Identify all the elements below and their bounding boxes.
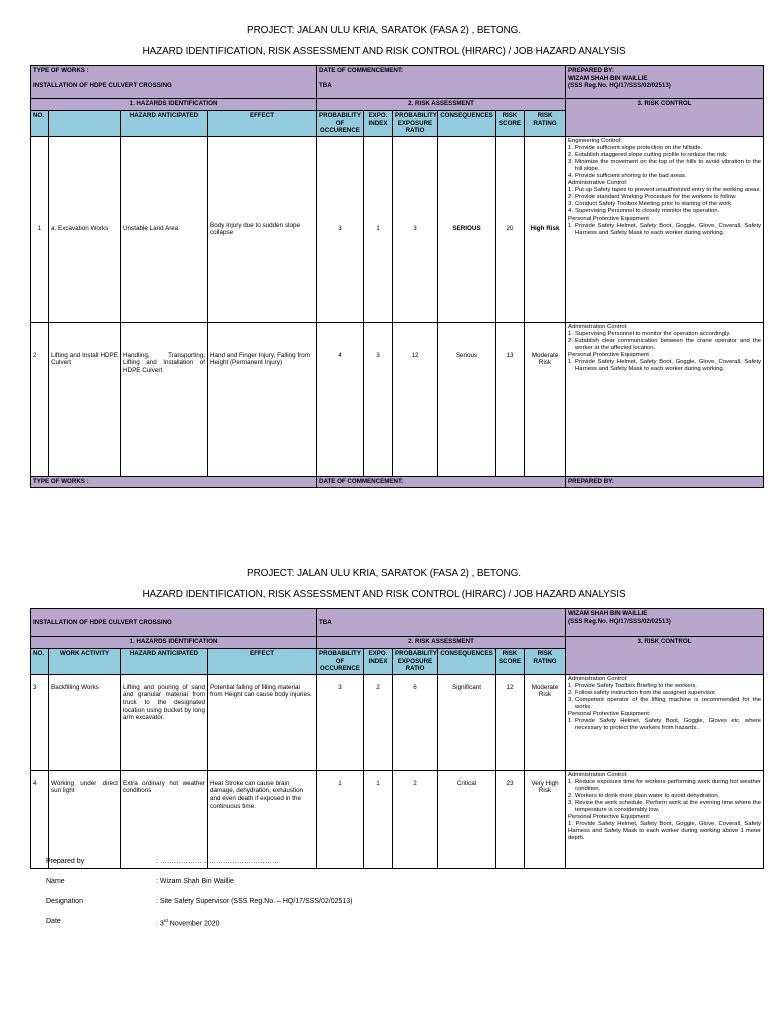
row-probability: 3 (317, 136, 364, 322)
col-effect: EFFECT (208, 649, 317, 675)
col-pe-ratio: PROBABILITY EXPOSURE RATIO (393, 111, 438, 137)
prepared-value: : …………………………………………… (156, 858, 279, 865)
row-no: 1 (31, 136, 49, 322)
control-heading: Personal Protective Equipment (568, 352, 649, 358)
row-control (566, 770, 764, 868)
row-hazard: Lifting and pouring of sand and granular material from truck to the designated location using bucket by long arm excavator. (121, 674, 208, 770)
control-item: 1. Provide Safety Helmet, Safety Boot, Goggle, Glove, Coverall, Safety Harness and Safety Mask to each worker during working. (568, 359, 762, 373)
control-heading: Administration Control: (568, 675, 628, 682)
col-rating: RISK RATING (525, 649, 566, 675)
section-risk: 2. RISK ASSESSMENT (317, 637, 566, 649)
control-paragraph: 1. Provide Safety Helmet, Safety Boot, Goggle, Glove, Coverall, Safety Harness and Safety Mask to each worker during working above 1 meter depth. (568, 821, 761, 842)
row-effect: Hand and Finger Injury, Falling from Height (Permanent Injury) (208, 322, 317, 476)
control-heading: Engineering Control: (568, 137, 622, 144)
col-consequences: CONSEQUENCES (438, 111, 496, 137)
control-item: 1. Provide Safety Helmet, Safety Boot, Goggle, Glove, Coverall, Safety Harness and Safety Mask to each worker during working. (568, 222, 762, 236)
type-of-works-cell (31, 66, 317, 99)
project-title: PROJECT: JALAN ULU KRIA, SARATOK (FASA 2) , BETONG. (247, 24, 521, 36)
row-score: 13 (496, 322, 525, 476)
control-item: 2. Establish clear communication between the crane operator and the worker at the affected location. (568, 337, 762, 351)
control-heading: Personal Protective Equipment (568, 215, 649, 222)
preparer-name: WIZAM SHAH BIN WAILLIE (568, 74, 648, 82)
table-row (31, 770, 764, 868)
preparer-reg: (SSS Reg.No. HQ/17/SSS/02/02513) (568, 617, 671, 625)
control-item: 3. Conduct Safety Toolbox Meeting prior to starting of the work. (568, 201, 733, 208)
table-row (31, 322, 764, 476)
col-no: NO. (31, 111, 49, 137)
row-score: 20 (496, 136, 525, 322)
row-rating: Very High Risk (525, 770, 566, 868)
col-expo: EXPO. INDEX (364, 111, 393, 137)
col-pe-ratio: PROBABILITY EXPOSURE RATIO (393, 649, 438, 675)
row-consequence: Significant (438, 674, 496, 770)
row-activity: Lifting and Install HDPE Culvert (49, 322, 121, 476)
row-activity: Backfilling Works (49, 674, 121, 770)
date-label: DATE OF COMMENCEMENT: (319, 67, 404, 74)
prepared-by-cell (566, 66, 764, 99)
table-row (31, 136, 764, 322)
row-score: 12 (496, 674, 525, 770)
row-pe-ratio: 6 (393, 674, 438, 770)
date-label-bottom: DATE OF COMMENCEMENT: (317, 476, 566, 487)
row-pe-ratio: 3 (393, 136, 438, 322)
row-no: 4 (31, 770, 49, 868)
designation-value: : Site Safety Supervisor (SSS Reg.No. – HQ/17/SSS/02/02513) (156, 898, 353, 905)
row-activity: Working under direct sun light (49, 770, 121, 868)
row-rating: Moderate Risk (525, 322, 566, 476)
control-item: 2. Provide standard Working Procedure for the workers to follow. (568, 194, 737, 201)
date-label-footer: Date (46, 918, 61, 925)
row-expo: 1 (364, 136, 393, 322)
prepared-by-label: PREPARED BY: (568, 67, 614, 74)
row-consequence: Serious (438, 322, 496, 476)
row-consequence: Critical (438, 770, 496, 868)
section-risk: 2. RISK ASSESSMENT (317, 99, 566, 111)
designation-label: Designation (46, 898, 83, 905)
section-control: 3. RISK CONTROL (566, 99, 764, 137)
col-activity-blank (49, 111, 121, 137)
section-hazards: 1. HAZARDS IDENTIFICATION (31, 637, 317, 649)
control-heading: Administrative Control: (568, 180, 628, 187)
preparer-cell-2 (566, 609, 764, 637)
row-expo: 2 (364, 674, 393, 770)
type-of-works-value-2: INSTALLATION OF HDPE CULVERT CROSSING (31, 609, 317, 637)
control-heading: Administration Control: (568, 771, 628, 778)
project-title-2: PROJECT: JALAN ULU KRIA, SARATOK (FASA 2) , BETONG. (247, 567, 521, 579)
name-value: : Wizam Shah Bin Waillie (156, 878, 234, 885)
row-rating: Moderate Risk (525, 674, 566, 770)
control-item: 3. Minimize the movement on the top of the hills to avoid vibration to the hill slope. (568, 158, 762, 172)
row-hazard: Handling, Transporting, Lifting and Installation of HDPE Culvert (121, 322, 208, 476)
control-item: 4. Provide sufficient shoring to the bad areas. (568, 173, 687, 180)
col-probability: PROBABILITY OF OCCURENCE (317, 111, 364, 137)
row-expo: 1 (364, 770, 393, 868)
row-pe-ratio: 12 (393, 322, 438, 476)
col-probability: PROBABILITY OF OCCURENCE (317, 649, 364, 675)
row-no: 2 (31, 322, 49, 476)
control-item: 1. Provide Safety Helmet, Safety Boot, Goggle, Gloves etc. where necessary to protect the workers from hazards.. (568, 718, 761, 732)
row-effect: Heat Stroke can cause brain damage, dehydration, exhaustion and even death if exposed in the continuous time. (208, 770, 317, 868)
table-row (31, 674, 764, 770)
control-item: 1. Put up Safety tapes to prevent unauthorized entry to the working areas. (568, 187, 762, 194)
col-score: RISK SCORE (496, 649, 525, 675)
date-value-2: TBA (317, 609, 566, 637)
row-probability: 3 (317, 674, 364, 770)
name-label: Name (46, 878, 65, 885)
row-pe-ratio: 2 (393, 770, 438, 868)
control-item: 1. Supervising Personnel to monitor the operation accordingly. (568, 330, 731, 337)
control-heading: Administration Control: (568, 323, 628, 330)
control-item: 2. Follow safety instruction from the assigned supervisor. (568, 689, 717, 696)
control-item: 1. Provide sufficient slope protection on the hillside. (568, 144, 703, 151)
control-item: 1. Provide Safety Toolbox Briefing to the workers. (568, 682, 698, 689)
row-effect: Body Injury due to sudden slope collapse (208, 136, 317, 322)
col-activity: WORK ACTIVITY (49, 649, 121, 675)
row-probability: 1 (317, 770, 364, 868)
control-item: 2. Establish staggered slope cutting profile to reduce the risk. (568, 151, 728, 158)
col-expo: EXPO. INDEX (364, 649, 393, 675)
row-consequence: SERIOUS (438, 136, 496, 322)
control-item: 4. Supervising Personnel to closely monitor the operation. (568, 208, 720, 215)
type-of-works-value: INSTALLATION OF HDPE CULVERT CROSSING (33, 82, 172, 90)
row-control (566, 674, 764, 770)
hirarc-title: HAZARD IDENTIFICATION, RISK ASSESSMENT AND RISK CONTROL (HIRARC) / JOB HAZARD ANALYSIS (142, 45, 626, 57)
row-control (566, 136, 764, 322)
row-hazard: Extra ordinary hot weather conditions (121, 770, 208, 868)
prepared-label: Prepared by (46, 858, 85, 865)
control-item: 3. Competent operator of the lifting machine is recommended for the works. (568, 696, 761, 710)
row-no: 3 (31, 674, 49, 770)
section-control: 3. RISK CONTROL (566, 637, 764, 675)
row-probability: 4 (317, 322, 364, 476)
col-rating: RISK RATING (525, 111, 566, 137)
row-hazard: Unstable Land Area (121, 136, 208, 322)
col-hazard: HAZARD ANTICIPATED (121, 111, 208, 137)
prepared-by-label-bottom: PREPARED BY: (566, 476, 764, 487)
row-expo: 3 (364, 322, 393, 476)
row-activity: a. Excavation Works (49, 136, 121, 322)
col-effect: EFFECT (208, 111, 317, 137)
control-heading: Personal Protective Equipment: (568, 814, 651, 821)
hirarc-table-2 (30, 608, 764, 869)
control-item: 2. Workers to drink more plain water to avoid dehydration. (568, 792, 720, 799)
col-no: NO. (31, 649, 49, 675)
control-item: 3. Revise the work schedule. Perform work at the evening time where the temperature is considerably low. (568, 800, 761, 814)
date-cell (317, 66, 566, 99)
row-rating: High Risk (525, 136, 566, 322)
hirarc-title-2: HAZARD IDENTIFICATION, RISK ASSESSMENT AND RISK CONTROL (HIRARC) / JOB HAZARD ANALYSIS (142, 588, 626, 600)
date-value-footer: : 3rd November 2020 (156, 918, 220, 928)
preparer-reg: (SSS Reg.No. HQ/17/SSS/02/02513) (568, 82, 671, 90)
row-effect: Potential falling of filling material from Height can cause body injuries. (208, 674, 317, 770)
date-value: TBA (319, 82, 332, 90)
col-hazard: HAZARD ANTICIPATED (121, 649, 208, 675)
row-score: 23 (496, 770, 525, 868)
row-control (566, 322, 764, 476)
hirarc-table-1 (30, 65, 764, 488)
type-of-works-label: TYPE OF WORKS : (33, 67, 89, 74)
preparer-name: WIZAM SHAH BIN WAILLIE (568, 610, 648, 617)
type-of-works-label-bottom: TYPE OF WORKS : (31, 476, 317, 487)
col-score: RISK SCORE (496, 111, 525, 137)
col-consequences: CONSEQUENCES (438, 649, 496, 675)
section-hazards: 1. HAZARDS IDENTIFICATION (31, 99, 317, 111)
control-heading: Personal Protective Equipment: (568, 711, 651, 718)
control-item: 1. Reduce exposure time for workers performing work during hot weather condition. (568, 778, 761, 792)
